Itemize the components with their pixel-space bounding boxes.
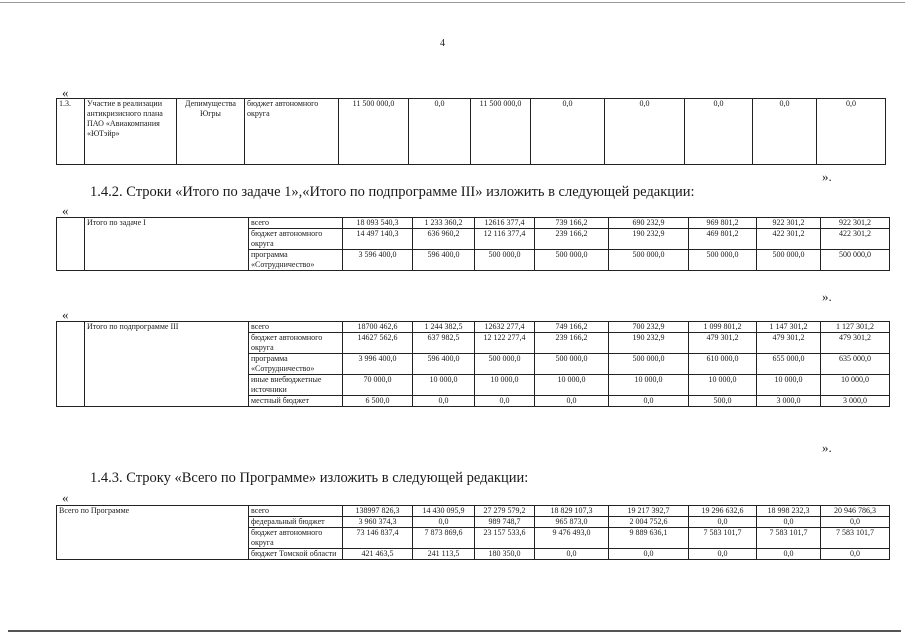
value-cell: 3 596 400,0 — [343, 250, 413, 271]
value-cell: 469 801,2 — [689, 229, 757, 250]
value-cell: 0,0 — [689, 517, 757, 528]
value-cell: 10 000,0 — [689, 375, 757, 396]
value-cell: 11 500 000,0 — [339, 99, 409, 165]
event-name: Участие в реализации антикризисного плана ПАО «Авиакомпания «ЮТэйр» — [85, 99, 177, 165]
value-cell: 239 166,2 — [535, 333, 609, 354]
value-cell: 14 497 140,3 — [343, 229, 413, 250]
value-cell: 500 000,0 — [689, 250, 757, 271]
value-cell: 0,0 — [413, 517, 475, 528]
funding-source: бюджет автономного округа — [249, 528, 343, 549]
page-top-edge — [0, 2, 905, 3]
value-cell: 690 232,9 — [609, 218, 689, 229]
value-cell: 0,0 — [821, 549, 890, 560]
close-quote: ». — [822, 289, 832, 304]
close-quote: ». — [822, 169, 832, 184]
value-cell: 9 889 636,1 — [609, 528, 689, 549]
value-cell: 190 232,9 — [609, 229, 689, 250]
value-cell: 0,0 — [409, 99, 471, 165]
value-cell: 749 166,2 — [535, 322, 609, 333]
funding-source: федеральный бюджет — [249, 517, 343, 528]
value-cell: 27 279 579,2 — [475, 506, 535, 517]
value-cell: 635 000,0 — [821, 354, 890, 375]
funding-source: иные внебюджетные источники — [249, 375, 343, 396]
value-cell: 500 000,0 — [475, 354, 535, 375]
value-cell: 0,0 — [821, 517, 890, 528]
value-cell: 0,0 — [609, 396, 689, 407]
value-cell: 3 000,0 — [821, 396, 890, 407]
funding-source: всего — [249, 506, 343, 517]
value-cell: 421 463,5 — [343, 549, 413, 560]
funding-source: бюджет автономного округа — [245, 99, 339, 165]
page-bottom-edge — [8, 630, 901, 632]
funding-source: местный бюджет — [249, 396, 343, 407]
value-cell: 500 000,0 — [609, 354, 689, 375]
value-cell: 500 000,0 — [535, 250, 609, 271]
value-cell: 241 113,5 — [413, 549, 475, 560]
value-cell: 12616 377,4 — [475, 218, 535, 229]
table-row — [57, 322, 890, 333]
value-cell: 20 946 786,3 — [821, 506, 890, 517]
value-cell: 6 500,0 — [343, 396, 413, 407]
value-cell: 10 000,0 — [413, 375, 475, 396]
value-cell: 0,0 — [531, 99, 605, 165]
value-cell: 180 350,0 — [475, 549, 535, 560]
value-cell: 922 301,2 — [821, 218, 890, 229]
value-cell: 7 583 101,7 — [821, 528, 890, 549]
value-cell: 1 244 382,5 — [413, 322, 475, 333]
value-cell: 12 116 377,4 — [475, 229, 535, 250]
row-title: Итого по задаче I — [85, 218, 249, 271]
value-cell: 10 000,0 — [609, 375, 689, 396]
value-cell: 0,0 — [753, 99, 817, 165]
value-cell: 0,0 — [609, 549, 689, 560]
value-cell: 7 583 101,7 — [689, 528, 757, 549]
value-cell: 700 232,9 — [609, 322, 689, 333]
value-cell: 190 232,9 — [609, 333, 689, 354]
funding-source: программа «Сотрудничество» — [249, 354, 343, 375]
value-cell: 19 217 392,7 — [609, 506, 689, 517]
value-cell: 739 166,2 — [535, 218, 609, 229]
value-cell: 10 000,0 — [475, 375, 535, 396]
value-cell: 7 873 869,6 — [413, 528, 475, 549]
value-cell: 10 000,0 — [757, 375, 821, 396]
value-cell: 12632 277,4 — [475, 322, 535, 333]
value-cell: 0,0 — [605, 99, 685, 165]
blank-cell — [57, 218, 85, 271]
value-cell: 18 829 107,3 — [535, 506, 609, 517]
value-cell: 23 157 533,6 — [475, 528, 535, 549]
open-quote: « — [62, 85, 69, 100]
value-cell: 0,0 — [535, 396, 609, 407]
table-total-subprogram-3 — [56, 321, 890, 407]
value-cell: 479 301,2 — [689, 333, 757, 354]
value-cell: 1 099 801,2 — [689, 322, 757, 333]
value-cell: 969 801,2 — [689, 218, 757, 229]
value-cell: 636 960,2 — [413, 229, 475, 250]
value-cell: 2 004 752,6 — [609, 517, 689, 528]
row-title: Итого по подпрограмме III — [85, 322, 249, 407]
executor: Депимущества Югры — [177, 99, 245, 165]
heading-1-4-2: 1.4.2. Строки «Итого по задаче 1»,«Итого по подпрограмме III» изложить в следующей редакции: — [90, 184, 695, 200]
funding-source: бюджет Томской области — [249, 549, 343, 560]
value-cell: 0,0 — [757, 517, 821, 528]
value-cell: 500 000,0 — [609, 250, 689, 271]
value-cell: 14 430 095,9 — [413, 506, 475, 517]
value-cell: 10 000,0 — [535, 375, 609, 396]
table-total-task-1 — [56, 217, 890, 271]
value-cell: 9 476 493,0 — [535, 528, 609, 549]
value-cell: 0,0 — [757, 549, 821, 560]
value-cell: 0,0 — [413, 396, 475, 407]
value-cell: 500 000,0 — [475, 250, 535, 271]
close-quote: ». — [822, 440, 832, 455]
table-row — [57, 218, 890, 229]
blank-cell — [57, 322, 85, 407]
table-row — [57, 506, 890, 517]
value-cell: 1 127 301,2 — [821, 322, 890, 333]
open-quote: « — [62, 203, 69, 218]
value-cell: 0,0 — [817, 99, 886, 165]
value-cell: 596 400,0 — [413, 354, 475, 375]
value-cell: 18 998 232,3 — [757, 506, 821, 517]
value-cell: 18700 462,6 — [343, 322, 413, 333]
funding-source: всего — [249, 218, 343, 229]
value-cell: 14627 562,6 — [343, 333, 413, 354]
value-cell: 3 960 374,3 — [343, 517, 413, 528]
table-row — [57, 99, 886, 165]
page-number: 4 — [440, 38, 445, 49]
funding-source: бюджет автономного округа — [249, 229, 343, 250]
value-cell: 138997 826,3 — [343, 506, 413, 517]
value-cell: 3 996 400,0 — [343, 354, 413, 375]
value-cell: 965 873,0 — [535, 517, 609, 528]
value-cell: 922 301,2 — [757, 218, 821, 229]
value-cell: 12 122 277,4 — [475, 333, 535, 354]
value-cell: 479 301,2 — [757, 333, 821, 354]
value-cell: 500 000,0 — [535, 354, 609, 375]
value-cell: 0,0 — [535, 549, 609, 560]
value-cell: 500 000,0 — [821, 250, 890, 271]
value-cell: 73 146 837,4 — [343, 528, 413, 549]
value-cell: 7 583 101,7 — [757, 528, 821, 549]
row-number: 1.3. — [57, 99, 85, 165]
value-cell: 10 000,0 — [821, 375, 890, 396]
value-cell: 0,0 — [685, 99, 753, 165]
value-cell: 422 301,2 — [821, 229, 890, 250]
heading-1-4-3: 1.4.3. Строку «Всего по Программе» изложить в следующей редакции: — [90, 470, 529, 486]
value-cell: 1 147 301,2 — [757, 322, 821, 333]
value-cell: 422 301,2 — [757, 229, 821, 250]
value-cell: 1 233 360,2 — [413, 218, 475, 229]
value-cell: 0,0 — [475, 396, 535, 407]
value-cell: 0,0 — [689, 549, 757, 560]
value-cell: 500 000,0 — [757, 250, 821, 271]
value-cell: 637 982,5 — [413, 333, 475, 354]
value-cell: 655 000,0 — [757, 354, 821, 375]
value-cell: 18 093 540,3 — [343, 218, 413, 229]
value-cell: 19 296 632,6 — [689, 506, 757, 517]
funding-source: программа «Сотрудничество» — [249, 250, 343, 271]
value-cell: 500,0 — [689, 396, 757, 407]
value-cell: 989 748,7 — [475, 517, 535, 528]
value-cell: 479 301,2 — [821, 333, 890, 354]
value-cell: 596 400,0 — [413, 250, 475, 271]
table-row-1-3 — [56, 98, 886, 165]
open-quote: « — [62, 490, 69, 505]
value-cell: 3 000,0 — [757, 396, 821, 407]
value-cell: 11 500 000,0 — [471, 99, 531, 165]
value-cell: 239 166,2 — [535, 229, 609, 250]
funding-source: всего — [249, 322, 343, 333]
row-title: Всего по Программе — [57, 506, 249, 560]
value-cell: 610 000,0 — [689, 354, 757, 375]
table-total-program — [56, 505, 890, 560]
funding-source: бюджет автономного округа — [249, 333, 343, 354]
value-cell: 70 000,0 — [343, 375, 413, 396]
open-quote: « — [62, 307, 69, 322]
